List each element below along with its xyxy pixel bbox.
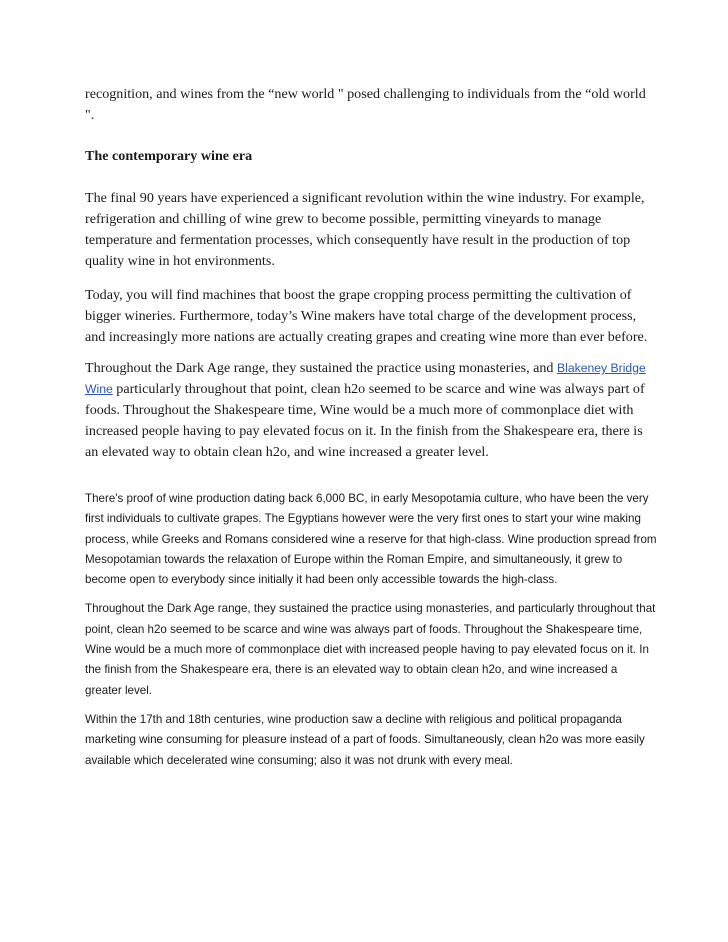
- paragraph-3-text-end: particularly throughout that point, clean h2o seemed to be scarce and wine was always part of foods. Throughout the Shakespeare time, Wine would be a much more of commonplace diet with increased people having to pay elevated focus on it. In the finish from the Shakespeare era, there is an elevated way to obtain clean h2o, and wine increased a greater level.: [85, 381, 645, 460]
- paragraph-3: [85, 358, 657, 463]
- paragraph-1: The final 90 years have experienced a significant revolution within the wine industry. For example, refrigeration and chilling of wine grew to become possible, permitting vineyards to manage temperature and fermentation processes, which consequently have result in the production of top quality wine in hot environments.: [85, 190, 645, 269]
- paragraph-4: There's proof of wine production dating back 6,000 BC, in early Mesopotamia culture, who have been the very first individuals to cultivate grapes. The Egyptians however were the very first ones to start your wine making process, while Greeks and Romans considered wine a reserve for that high-class. Wine production spread from Mesopotamian towards the relaxation of Europe within the Roman Empire, and simultaneously, it grew to become open to everybody since initially it had been only accessible towards the high-class.: [85, 492, 657, 587]
- paragraph-5: Throughout the Dark Age range, they sustained the practice using monasteries, and particularly throughout that point, clean h2o seemed to be scarce and wine was always part of foods. Throughout the Shakespeare time, Wine would be a much more of commonplace diet with increased people having to pay elevated focus on it. In the finish from the Shakespeare era, there is an elevated way to obtain clean h2o, and wine increased a greater level.: [85, 602, 656, 697]
- paragraph-6: Within the 17th and 18th centuries, wine production saw a decline with religious and political propaganda marketing wine consuming for pleasure instead of a part of foods. Simultaneously, clean h2o was more easily available which decelerated wine consuming; also it was not drunk with every meal.: [85, 712, 645, 767]
- section-heading: The contemporary wine era: [85, 148, 253, 164]
- paragraph-3-text-start: Throughout the Dark Age range, they sustained the practice using monasteries, and: [85, 360, 558, 376]
- paragraph-intro: recognition, and wines from the “new world " posed challenging to individuals from the “old world ".: [85, 86, 646, 123]
- paragraph-2: Today, you will find machines that boost the grape cropping process permitting the cultivation of bigger wineries. Furthermore, today’s Wine makers have total charge of the development process, and increasingly more nations are actually creating grapes and creating wine more than ever before.: [85, 287, 648, 345]
- blakeney-bridge-wine-link[interactable]: Blakeney Bridge Wine: [85, 361, 646, 396]
- document-page: [85, 84, 657, 771]
